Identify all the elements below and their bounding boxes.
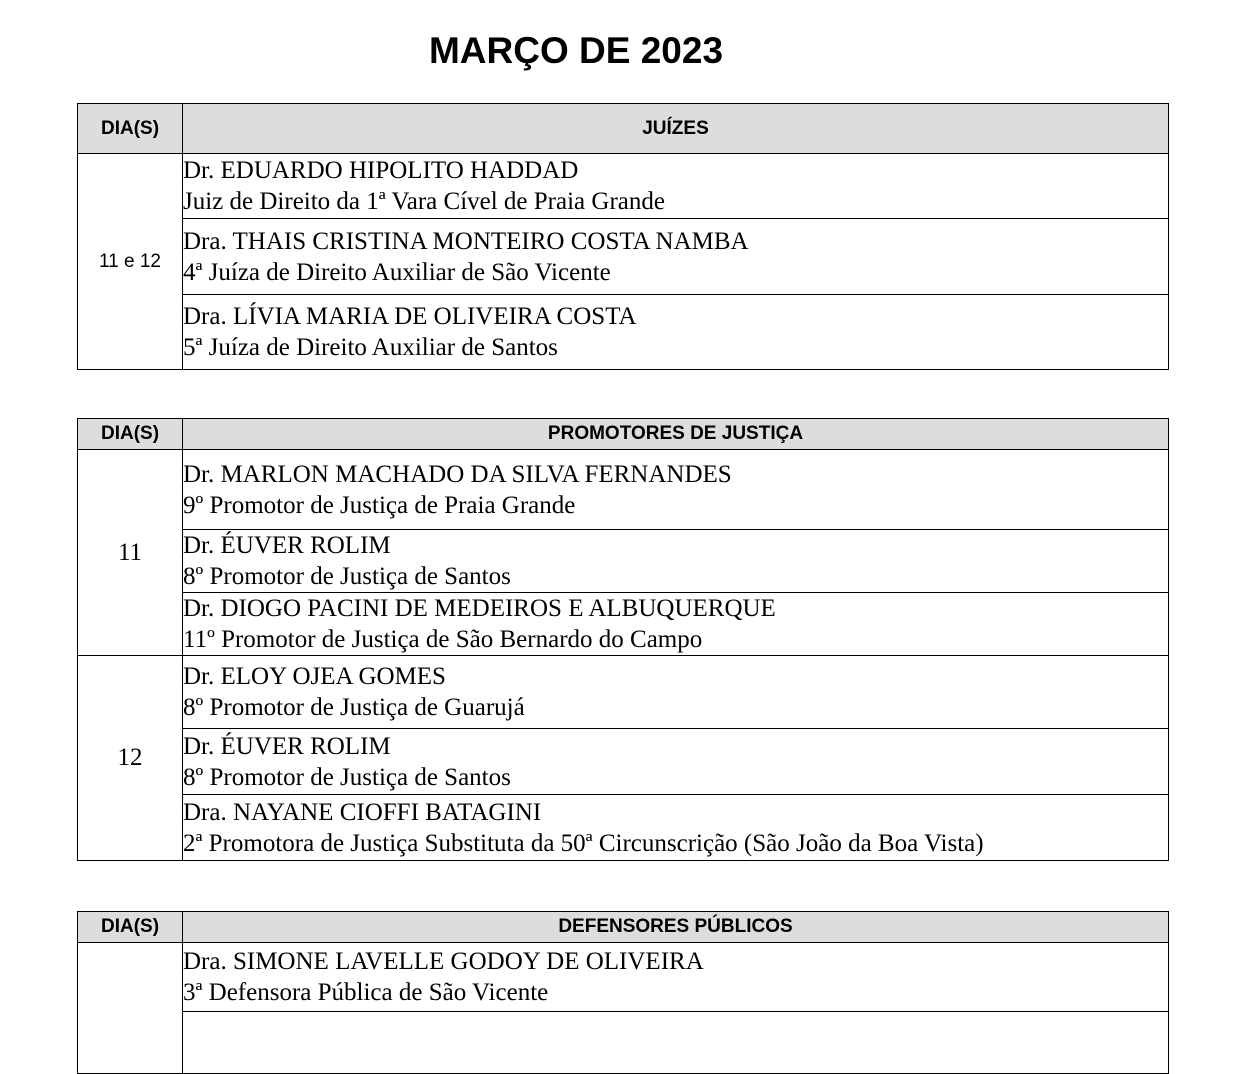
day-column-header: DIA(S) (78, 419, 183, 450)
day-column-header: DIA(S) (78, 104, 183, 154)
prosecutors-table (77, 418, 1169, 861)
day-cell (78, 943, 183, 1074)
person-cell (183, 219, 1169, 295)
person-role: 4ª Juíza de Direito Auxiliar de São Vicente (183, 258, 611, 286)
day-column-header: DIA(S) (78, 912, 183, 943)
person-cell (183, 729, 1169, 795)
person-role: 8º Promotor de Justiça de Santos (183, 563, 511, 590)
person-role: 9º Promotor de Justiça de Praia Grande (183, 491, 576, 519)
person-name: Dr. EDUARDO HIPOLITO HADDAD (183, 157, 579, 184)
table-row (78, 295, 1169, 370)
day-cell: 12 (78, 656, 183, 861)
person-name: Dra. LÍVIA MARIA DE OLIVEIRA COSTA (183, 303, 637, 330)
person-role: 2ª Promotora de Justiça Substituta da 50ª Circunscrição (São João da Boa Vista) (183, 829, 984, 857)
person-role: 11º Promotor de Justiça de São Bernardo do Campo (183, 626, 703, 653)
person-role: 8º Promotor de Justiça de Santos (183, 763, 511, 791)
person-cell (183, 154, 1169, 219)
table-row (78, 219, 1169, 295)
person-name: Dra. SIMONE LAVELLE GODOY DE OLIVEIRA (183, 948, 704, 975)
prosecutors-column-header: PROMOTORES DE JUSTIÇA (183, 419, 1169, 450)
person-role: 3ª Defensora Pública de São Vicente (183, 979, 549, 1006)
table-row (78, 154, 1169, 219)
person-name: Dra. THAIS CRISTINA MONTEIRO COSTA NAMBA (183, 227, 749, 255)
person-name: Dr. ELOY OJEA GOMES (183, 663, 446, 690)
person-name: Dr. ÉUVER ROLIM (183, 532, 391, 559)
table-row (78, 530, 1169, 593)
person-cell (183, 450, 1169, 530)
person-role: 8º Promotor de Justiça de Guarujá (183, 694, 525, 721)
person-role: Juiz de Direito da 1ª Vara Cível de Praia Grande (183, 188, 665, 215)
person-name: Dra. NAYANE CIOFFI BATAGINI (183, 798, 542, 826)
judges-table (77, 103, 1169, 370)
person-cell (183, 656, 1169, 729)
person-name: Dr. MARLON MACHADO DA SILVA FERNANDES (183, 460, 732, 488)
defenders-column-header: DEFENSORES PÚBLICOS (183, 912, 1169, 943)
person-cell (183, 295, 1169, 370)
page-title: MARÇO DE 2023 (428, 30, 724, 71)
table-row (78, 729, 1169, 795)
defenders-table (77, 911, 1169, 1074)
person-cell (183, 1012, 1169, 1074)
table-row (78, 450, 1169, 530)
day-cell: 11 e 12 (78, 154, 183, 370)
table-row (78, 656, 1169, 729)
person-cell (183, 530, 1169, 593)
person-cell (183, 943, 1169, 1012)
person-name: Dr. ÉUVER ROLIM (183, 732, 391, 760)
table-row (78, 1012, 1169, 1074)
person-cell (183, 795, 1169, 861)
judges-column-header: JUÍZES (183, 104, 1169, 154)
person-role: 5ª Juíza de Direito Auxiliar de Santos (183, 334, 558, 361)
table-row (78, 593, 1169, 656)
table-row (78, 943, 1169, 1012)
person-cell (183, 593, 1169, 656)
day-cell: 11 (78, 450, 183, 656)
table-row (78, 795, 1169, 861)
person-name: Dr. DIOGO PACINI DE MEDEIROS E ALBUQUERQUE (183, 595, 776, 622)
